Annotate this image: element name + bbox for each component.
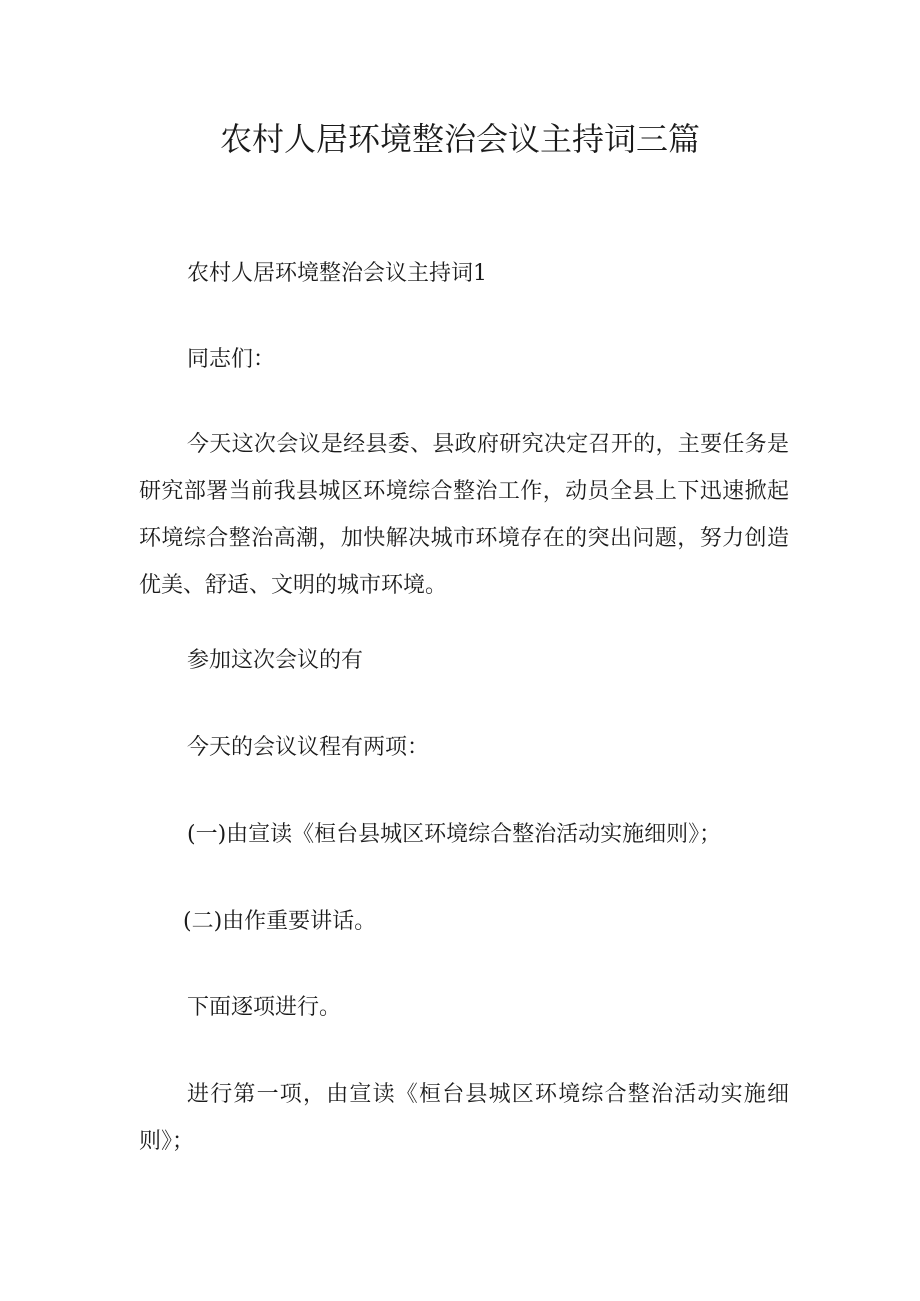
paragraph-agenda: 今天的会议议程有两项：	[187, 735, 430, 760]
paragraph-agenda-item-2: (二)由作重要讲话。	[183, 909, 377, 934]
paragraph-agenda-item-1: (一)由宣读《桓台县城区环境综合整治活动实施细则》；	[187, 822, 722, 847]
paragraph-subtitle: 农村人居环境整治会议主持词1	[187, 261, 487, 286]
paragraph-greeting: 同志们：	[187, 347, 276, 372]
paragraph-intro: 今天这次会议是经县委、县政府研究决定召开的，主要任务是研究部署当前我县城区环境综合整治工作，动员全县上下迅速掀起环境综合整治高潮，加快解决城市环境存在的突出问题，努力创造优美、舒适、文明的城市环境。	[139, 432, 789, 598]
paragraph-first-item: 进行第一项，由宣读《桓台县城区环境综合整治活动实施细则》；	[139, 1082, 789, 1154]
document-title: 农村人居环境整治会议主持词三篇	[219, 120, 700, 158]
paragraph-proceed: 下面逐项进行。	[187, 995, 342, 1020]
paragraph-attendees: 参加这次会议的有	[187, 648, 364, 673]
